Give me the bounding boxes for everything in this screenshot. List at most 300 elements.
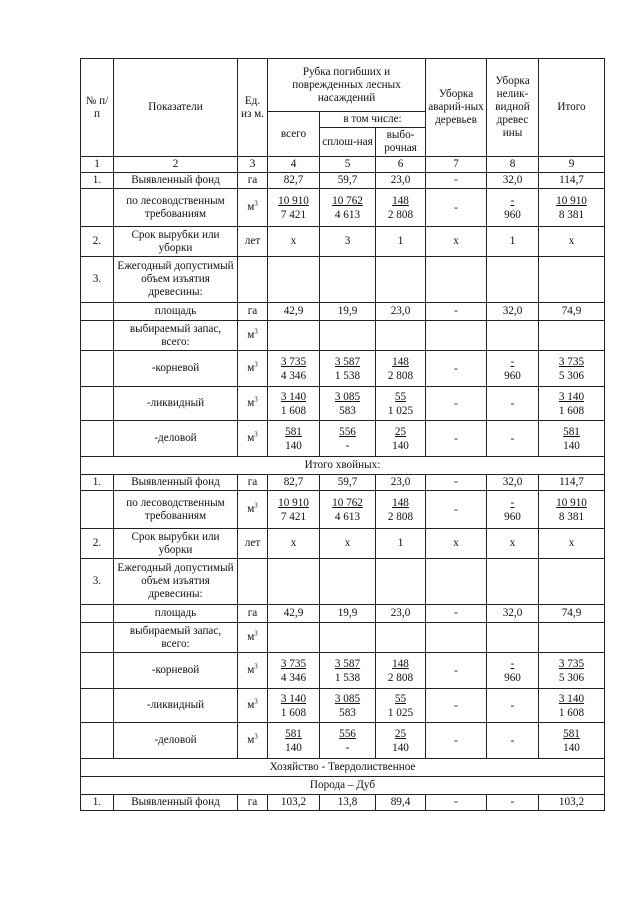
- fraction-numerator: 3 085: [334, 692, 361, 705]
- value-cell: [320, 321, 376, 351]
- fraction: [339, 727, 356, 755]
- value-cell: 23,0: [376, 303, 426, 321]
- row-num: [81, 689, 114, 723]
- fraction: [559, 692, 584, 720]
- value-cell: [426, 189, 487, 227]
- value-cell: [487, 351, 539, 387]
- unit-sup: 3: [254, 697, 258, 706]
- row-num: [81, 491, 114, 529]
- fraction-numerator: -: [454, 397, 458, 410]
- unit-m: м: [247, 432, 255, 444]
- fraction: [511, 432, 515, 446]
- unit-cell: [238, 257, 268, 303]
- value-cell: [320, 723, 376, 759]
- value-cell: 23,0: [376, 605, 426, 623]
- fraction: [454, 397, 458, 411]
- row-label: по лесоводственным требованиям: [114, 491, 238, 529]
- fraction: [388, 692, 413, 720]
- value-cell: [426, 491, 487, 529]
- value-cell: [539, 351, 605, 387]
- fraction: [504, 194, 521, 222]
- value-cell: [376, 623, 426, 653]
- fraction: [281, 355, 306, 383]
- fraction: [388, 390, 413, 418]
- value-cell: [539, 723, 605, 759]
- row-num: [81, 653, 114, 689]
- value-cell: 13,8: [320, 795, 376, 811]
- fraction-numerator: 3 587: [334, 657, 361, 670]
- value-cell: x: [487, 529, 539, 559]
- header-illiquid: Уборка нелик-видной древес ины: [487, 59, 539, 157]
- fraction: [559, 657, 584, 685]
- fraction-denominator: 4 346: [280, 671, 307, 684]
- value-cell: [426, 623, 487, 653]
- row-num: [81, 723, 114, 759]
- fraction-numerator: 3 140: [280, 390, 307, 403]
- unit-cell: лет: [238, 227, 268, 257]
- fraction: [392, 727, 409, 755]
- value-cell: [376, 723, 426, 759]
- value-cell: 114,7: [539, 475, 605, 491]
- header-emergency: Уборка аварий-ных деревьев: [426, 59, 487, 157]
- fraction-numerator: 581: [285, 727, 302, 740]
- header-total: всего: [268, 112, 320, 157]
- fraction-denominator: 140: [285, 439, 302, 452]
- fraction-numerator: -: [510, 496, 515, 509]
- header-felling: Рубка погибших и поврежденных лесных насаждений: [268, 59, 426, 112]
- column-number: 3: [238, 157, 268, 173]
- table-row: [81, 257, 605, 303]
- fraction: [563, 727, 580, 755]
- fraction-numerator: -: [454, 201, 458, 214]
- value-cell: [426, 421, 487, 457]
- unit-cell: лет: [238, 529, 268, 559]
- row-label: -ликвидный: [114, 387, 238, 421]
- row-num: [81, 605, 114, 623]
- fraction-numerator: 3 735: [558, 355, 585, 368]
- unit-sup: 3: [254, 327, 258, 336]
- value-cell: [268, 623, 320, 653]
- fraction-numerator: 3 140: [280, 692, 307, 705]
- fraction-numerator: -: [454, 699, 458, 712]
- fraction-numerator: 10 762: [332, 194, 363, 207]
- row-num: [81, 303, 114, 321]
- value-cell: -: [426, 795, 487, 811]
- fraction: [388, 194, 413, 222]
- value-cell: 32,0: [487, 303, 539, 321]
- row-label: -деловой: [114, 421, 238, 457]
- fraction-denominator: 4 613: [334, 208, 361, 221]
- value-cell: 103,2: [539, 795, 605, 811]
- table-row: [81, 351, 605, 387]
- fraction: [454, 734, 458, 748]
- fraction: [335, 657, 360, 685]
- fraction-numerator: 148: [392, 355, 409, 368]
- value-cell: x: [539, 227, 605, 257]
- unit-cell: га: [238, 303, 268, 321]
- column-number: 1: [81, 157, 114, 173]
- column-number: 2: [114, 157, 238, 173]
- fraction-numerator: -: [454, 362, 458, 375]
- value-cell: [268, 421, 320, 457]
- fraction-denominator: 1 608: [280, 404, 307, 417]
- value-cell: [487, 723, 539, 759]
- fraction-numerator: 3 140: [558, 692, 585, 705]
- row-num: 3.: [81, 257, 114, 303]
- value-cell: 74,9: [539, 605, 605, 623]
- value-cell: x: [268, 529, 320, 559]
- value-cell: [376, 689, 426, 723]
- fraction-numerator: 25: [394, 727, 407, 740]
- unit-cell: [238, 321, 268, 351]
- unit-sup: 3: [254, 395, 258, 404]
- section-species: Порода – Дуб: [81, 777, 605, 795]
- fraction-denominator: 4 613: [334, 510, 361, 523]
- value-cell: x: [268, 227, 320, 257]
- fraction: [454, 699, 458, 713]
- value-cell: [268, 189, 320, 227]
- fraction-numerator: 556: [339, 425, 356, 438]
- value-cell: 1: [487, 227, 539, 257]
- fraction-numerator: 581: [563, 727, 580, 740]
- table-row: [81, 689, 605, 723]
- value-cell: [426, 387, 487, 421]
- table-row: [81, 653, 605, 689]
- fraction: [454, 201, 458, 215]
- value-cell: 74,9: [539, 303, 605, 321]
- fraction-denominator: 8 381: [558, 510, 585, 523]
- unit-m: м: [247, 362, 255, 374]
- fraction-numerator: -: [454, 734, 458, 747]
- unit-cell: [238, 653, 268, 689]
- table-row: [81, 321, 605, 351]
- fraction: [559, 355, 584, 383]
- value-cell: [539, 491, 605, 529]
- unit-cell: га: [238, 795, 268, 811]
- fraction-denominator: 8 381: [558, 208, 585, 221]
- fraction: [454, 503, 458, 517]
- value-cell: [539, 321, 605, 351]
- table-row: [81, 189, 605, 227]
- value-cell: [320, 257, 376, 303]
- value-cell: [426, 653, 487, 689]
- fraction-numerator: 55: [394, 692, 407, 705]
- table-row: [81, 475, 605, 491]
- table-row: [81, 303, 605, 321]
- value-cell: [487, 257, 539, 303]
- row-label: -деловой: [114, 723, 238, 759]
- value-cell: 89,4: [376, 795, 426, 811]
- fraction: [388, 657, 413, 685]
- fraction-numerator: 581: [285, 425, 302, 438]
- value-cell: [320, 491, 376, 529]
- table-row: [81, 227, 605, 257]
- row-label: по лесоводственным требованиям: [114, 189, 238, 227]
- fraction: [559, 390, 584, 418]
- column-number: 7: [426, 157, 487, 173]
- fraction-numerator: 25: [394, 425, 407, 438]
- value-cell: 1: [376, 227, 426, 257]
- fraction: [504, 355, 521, 383]
- row-label: Ежегодный допустимый объем изъятия древесины:: [114, 257, 238, 303]
- fraction-numerator: -: [454, 432, 458, 445]
- table-row: [81, 559, 605, 605]
- column-number: 9: [539, 157, 605, 173]
- table-row: [81, 795, 605, 811]
- value-cell: 1: [376, 529, 426, 559]
- value-cell: [487, 491, 539, 529]
- fraction-numerator: 3 735: [558, 657, 585, 670]
- unit-cell: [238, 387, 268, 421]
- unit-cell: [238, 623, 268, 653]
- section-species-row: [81, 777, 605, 795]
- fraction-denominator: 5 306: [558, 671, 585, 684]
- fraction-numerator: -: [510, 397, 515, 410]
- unit-m: м: [247, 201, 255, 213]
- value-cell: [268, 689, 320, 723]
- fraction-numerator: -: [510, 734, 515, 747]
- unit-cell: [238, 491, 268, 529]
- fraction: [278, 194, 309, 222]
- fraction-denominator: -: [345, 741, 350, 754]
- value-cell: -: [426, 303, 487, 321]
- fraction-numerator: 10 762: [332, 496, 363, 509]
- fraction: [332, 194, 363, 222]
- fraction-numerator: -: [510, 194, 515, 207]
- fraction-denominator: 1 608: [280, 706, 307, 719]
- fraction-numerator: -: [510, 657, 515, 670]
- table-row: [81, 491, 605, 529]
- fraction: [281, 692, 306, 720]
- unit-sup: 3: [254, 662, 258, 671]
- fraction: [339, 425, 356, 453]
- value-cell: 19,9: [320, 605, 376, 623]
- fraction: [335, 692, 360, 720]
- header-indicators: Показатели: [114, 59, 238, 157]
- row-label: площадь: [114, 605, 238, 623]
- fraction-denominator: 140: [392, 439, 409, 452]
- fraction-numerator: -: [510, 355, 515, 368]
- fraction-denominator: 960: [504, 671, 521, 684]
- fraction: [392, 425, 409, 453]
- value-cell: [539, 689, 605, 723]
- header-unit: Ед. из м.: [238, 59, 268, 157]
- value-cell: [320, 351, 376, 387]
- column-number: 8: [487, 157, 539, 173]
- fraction-numerator: -: [454, 503, 458, 516]
- column-numbers-row: [81, 157, 605, 173]
- value-cell: [539, 559, 605, 605]
- value-cell: [539, 387, 605, 421]
- value-cell: [376, 351, 426, 387]
- fraction: [278, 496, 309, 524]
- value-cell: [487, 653, 539, 689]
- fraction-denominator: 7 421: [280, 208, 307, 221]
- fraction-denominator: 4 346: [280, 369, 307, 382]
- value-cell: 42,9: [268, 303, 320, 321]
- fraction-numerator: 10 910: [556, 194, 587, 207]
- unit-cell: га: [238, 475, 268, 491]
- row-label: выбираемый запас, всего:: [114, 321, 238, 351]
- fraction-denominator: 1 025: [387, 706, 414, 719]
- fraction: [556, 194, 587, 222]
- value-cell: [268, 257, 320, 303]
- fraction: [285, 425, 302, 453]
- row-num: [81, 623, 114, 653]
- fraction: [454, 362, 458, 376]
- unit-m: м: [247, 503, 255, 515]
- unit-cell: [238, 559, 268, 605]
- value-cell: 103,2: [268, 795, 320, 811]
- fraction-denominator: 960: [504, 208, 521, 221]
- fraction-denominator: 140: [285, 741, 302, 754]
- value-cell: 19,9: [320, 303, 376, 321]
- value-cell: [539, 653, 605, 689]
- table-row: [81, 605, 605, 623]
- row-num: 1.: [81, 475, 114, 491]
- fraction: [388, 496, 413, 524]
- header-incl: в том числе:: [320, 112, 426, 128]
- value-cell: 32,0: [487, 475, 539, 491]
- value-cell: [539, 623, 605, 653]
- value-cell: -: [426, 475, 487, 491]
- section-conifers-row: [81, 457, 605, 475]
- value-cell: [376, 387, 426, 421]
- fraction-denominator: 960: [504, 369, 521, 382]
- fraction: [511, 734, 515, 748]
- fraction-numerator: 556: [339, 727, 356, 740]
- row-label: Выявленный фонд: [114, 475, 238, 491]
- fraction-numerator: 148: [392, 496, 409, 509]
- header-num: № п/п: [81, 59, 114, 157]
- unit-cell: [238, 689, 268, 723]
- value-cell: [376, 189, 426, 227]
- fraction: [504, 496, 521, 524]
- section-conifers: Итого хвойных:: [81, 457, 605, 475]
- fraction-numerator: 148: [392, 657, 409, 670]
- fraction-numerator: 581: [563, 425, 580, 438]
- value-cell: [539, 189, 605, 227]
- unit-cell: [238, 723, 268, 759]
- value-cell: [487, 189, 539, 227]
- row-num: 2.: [81, 227, 114, 257]
- fraction-numerator: 3 735: [280, 657, 307, 670]
- row-label: площадь: [114, 303, 238, 321]
- value-cell: [539, 257, 605, 303]
- header-clear: сплош-ная: [320, 128, 376, 157]
- value-cell: [320, 189, 376, 227]
- value-cell: 23,0: [376, 475, 426, 491]
- row-label: Срок вырубки или уборки: [114, 529, 238, 559]
- row-num: 3.: [81, 559, 114, 605]
- fraction-denominator: 1 608: [558, 706, 585, 719]
- value-cell: [487, 559, 539, 605]
- value-cell: x: [320, 529, 376, 559]
- value-cell: 42,9: [268, 605, 320, 623]
- row-num: 2.: [81, 529, 114, 559]
- fraction-denominator: 1 538: [334, 671, 361, 684]
- value-cell: [487, 623, 539, 653]
- table-row: [81, 723, 605, 759]
- unit-sup: 3: [254, 430, 258, 439]
- value-cell: [376, 491, 426, 529]
- value-cell: [376, 321, 426, 351]
- fraction-denominator: 140: [392, 741, 409, 754]
- value-cell: x: [539, 529, 605, 559]
- value-cell: [268, 387, 320, 421]
- unit-cell: [238, 421, 268, 457]
- column-number: 5: [320, 157, 376, 173]
- column-number: 6: [376, 157, 426, 173]
- fraction: [335, 355, 360, 383]
- fraction-numerator: 10 910: [278, 194, 309, 207]
- fraction-denominator: 5 306: [558, 369, 585, 382]
- fraction: [556, 496, 587, 524]
- fraction-numerator: 3 140: [558, 390, 585, 403]
- fraction-denominator: 140: [563, 439, 580, 452]
- value-cell: [268, 653, 320, 689]
- row-num: [81, 189, 114, 227]
- forestry-table: [80, 58, 605, 811]
- value-cell: 3: [320, 227, 376, 257]
- fraction-denominator: 2 808: [387, 671, 414, 684]
- value-cell: [487, 387, 539, 421]
- value-cell: [320, 623, 376, 653]
- value-cell: [268, 723, 320, 759]
- unit-cell: га: [238, 605, 268, 623]
- row-label: -ликвидный: [114, 689, 238, 723]
- fraction-denominator: -: [345, 439, 350, 452]
- fraction: [335, 390, 360, 418]
- unit-m: м: [247, 664, 255, 676]
- fraction-numerator: -: [510, 699, 515, 712]
- value-cell: -: [426, 605, 487, 623]
- value-cell: 32,0: [487, 173, 539, 189]
- value-cell: x: [426, 227, 487, 257]
- value-cell: 59,7: [320, 475, 376, 491]
- fraction: [281, 657, 306, 685]
- value-cell: [320, 689, 376, 723]
- value-cell: 23,0: [376, 173, 426, 189]
- unit-sup: 3: [254, 360, 258, 369]
- table-row: [81, 529, 605, 559]
- value-cell: x: [426, 529, 487, 559]
- fraction-denominator: 140: [563, 741, 580, 754]
- table-row: [81, 421, 605, 457]
- unit-sup: 3: [254, 199, 258, 208]
- row-label: -корневой: [114, 653, 238, 689]
- row-label: Срок вырубки или уборки: [114, 227, 238, 257]
- table-row: [81, 623, 605, 653]
- unit-cell: га: [238, 173, 268, 189]
- fraction-numerator: -: [510, 432, 515, 445]
- fraction: [281, 390, 306, 418]
- value-cell: [487, 689, 539, 723]
- fraction: [388, 355, 413, 383]
- value-cell: [426, 559, 487, 605]
- fraction-denominator: 2 808: [387, 208, 414, 221]
- fraction: [504, 657, 521, 685]
- fraction-numerator: 10 910: [556, 496, 587, 509]
- fraction: [285, 727, 302, 755]
- fraction-numerator: -: [454, 664, 458, 677]
- fraction-numerator: 10 910: [278, 496, 309, 509]
- fraction: [332, 496, 363, 524]
- fraction-numerator: 3 735: [280, 355, 307, 368]
- fraction: [511, 397, 515, 411]
- value-cell: 59,7: [320, 173, 376, 189]
- row-label: выбираемый запас, всего:: [114, 623, 238, 653]
